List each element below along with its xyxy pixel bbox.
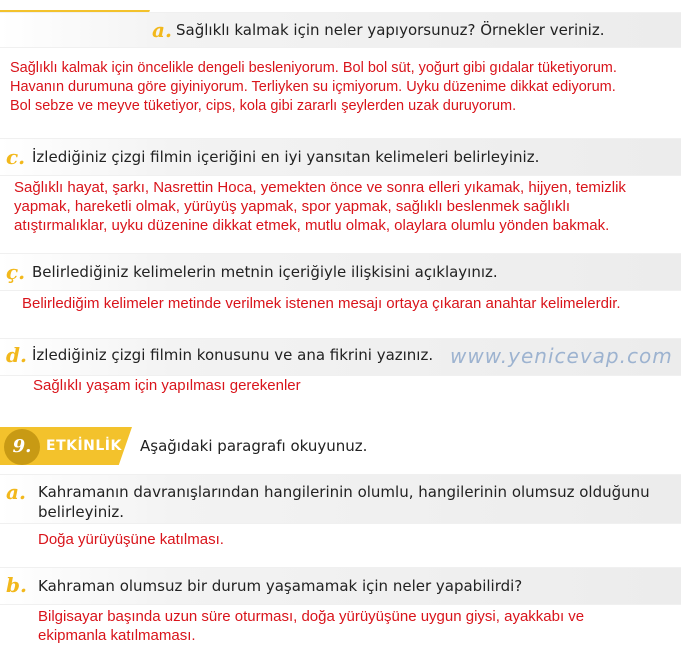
watermark: www.yenicevap.com (450, 344, 673, 368)
answer-8a-line-1: Sağlıklı kalmak için öncelikle dengeli besleniyorum. Bol bol süt, yoğurt gibi gıdalar tüketiyorum. (10, 60, 617, 76)
question-8c-letter: c. (6, 145, 26, 169)
answer-8a-line-2: Havanın durumuna göre giyiniyorum. Terliyken su içmiyorum. Uyku düzenime dikkat ediyorum. (10, 79, 616, 95)
answer-8d-line-1: Sağlıklı yaşam için yapılması gerekenler (33, 377, 301, 394)
question-9a-text-line-2: belirleyiniz. (38, 503, 125, 521)
activity-9-intro: Aşağıdaki paragrafı okuyunuz. (140, 437, 368, 455)
answer-9b-line-1: Bilgisayar başında uzun süre oturması, doğa yürüyüşüne uygun giysi, ayakkabı ve (38, 608, 585, 625)
answer-8c-line-2: yapmak, hareketli olmak, yürüyüş yapmak, spor yapmak, sağlıklı beslenmek sağlıklı (14, 198, 571, 215)
question-8a-letter: a. (152, 18, 172, 42)
question-8cc-letter: ç. (6, 260, 26, 284)
question-9a-letter: a. (6, 480, 26, 504)
question-8a-text: Sağlıklı kalmak için neler yapıyorsunuz? Örnekler veriniz. (176, 21, 605, 39)
activity-9-number: 9. (4, 429, 40, 465)
activity-9-label: ETKİNLİK (46, 438, 122, 454)
answer-8cc-line-1: Belirlediğim kelimeler metinde verilmek istenen mesajı ortaya çıkaran anahtar kelimelerdir. (22, 295, 621, 312)
question-8d-letter: d. (6, 343, 27, 367)
question-8c-text: İzlediğiniz çizgi filmin içeriğini en iyi yansıtan kelimeleri belirleyiniz. (32, 148, 540, 166)
activity-9-badge (0, 427, 132, 465)
answer-9a-line-1: Doğa yürüyüşüne katılması. (38, 531, 224, 548)
question-9a-text-line-1: Kahramanın davranışlarından hangilerinin olumlu, hangilerinin olumsuz olduğunu (38, 483, 650, 501)
question-8d-text: İzlediğiniz çizgi filmin konusunu ve ana fikrini yazınız. (32, 346, 434, 364)
question-9b-text: Kahraman olumsuz bir durum yaşamamak için neler yapabilirdi? (38, 577, 523, 595)
question-9b-letter: b. (6, 573, 27, 597)
answer-8c-line-1: Sağlıklı hayat, şarkı, Nasrettin Hoca, yemekten önce ve sonra elleri yıkamak, hijyen, temizlik (14, 179, 626, 196)
answer-8c-line-3: atıştırmalıklar, uyku düzenine dikkat etmek, mutlu olmak, olaylara olumlu yönden bakmak. (14, 217, 610, 234)
question-8cc-text: Belirlediğiniz kelimelerin metnin içeriğiyle ilişkisini açıklayınız. (32, 263, 498, 281)
answer-9b-line-2: ekipmanla katılmaması. (38, 627, 196, 644)
answer-8a-line-3: Bol sebze ve meyve tüketiyor, cips, kola gibi zararlı şeylerden uzak duruyorum. (10, 98, 517, 114)
